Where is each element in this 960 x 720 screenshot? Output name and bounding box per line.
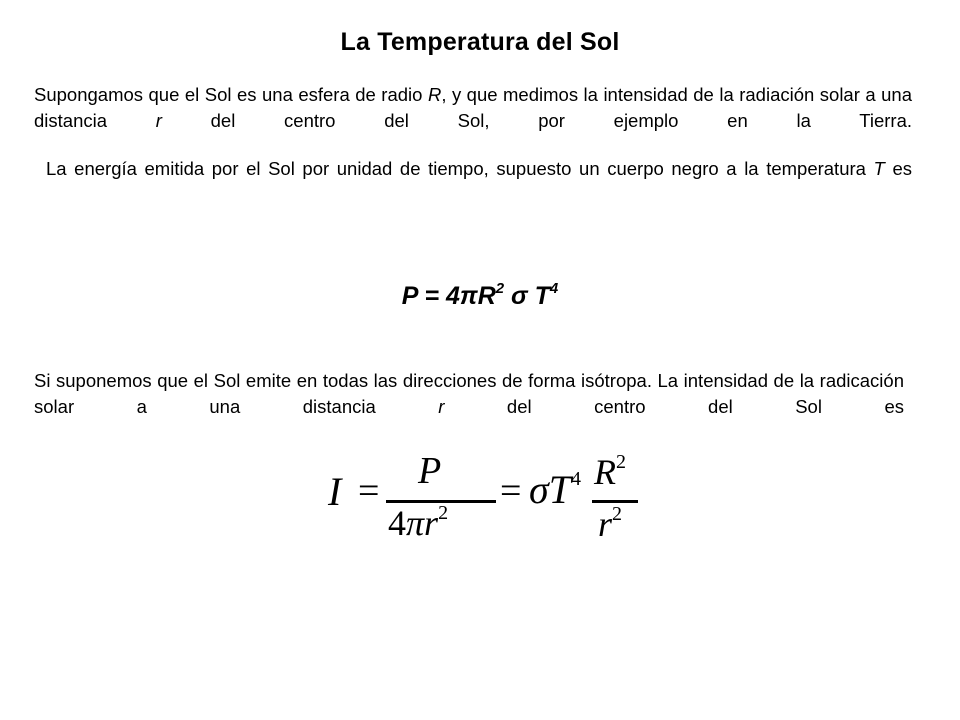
big-r-exp: 2 — [616, 451, 626, 473]
formula-power-lhs: P = 4πR — [401, 282, 496, 310]
formula-intensity-numerator: P — [418, 450, 442, 492]
formula-intensity-equals-2: = — [500, 470, 522, 512]
formula-intensity-equals-1: = — [358, 470, 380, 512]
den-r: r — [424, 503, 439, 543]
t-symbol: T — [548, 467, 571, 512]
paragraph-intensity: Si suponemos que el Sol emite en todas las direcciones de forma isótropa. La intensidad de la radicación solar a una distancia r del centro del Sol es — [34, 370, 904, 417]
t-exp: 4 — [570, 468, 581, 490]
den-exp: 2 — [438, 502, 449, 524]
small-r-exp: 2 — [612, 503, 623, 525]
formula-power-exp-t: 4 — [549, 280, 559, 297]
formula-intensity-denominator — [388, 502, 449, 543]
formula-power-mid: σ T — [504, 282, 550, 310]
formula-intensity-r-squared-lower — [598, 503, 623, 544]
sigma-symbol: σ — [529, 467, 549, 512]
den-pi: π — [406, 503, 425, 543]
formula-power-exp-r: 2 — [495, 280, 505, 297]
formula-intensity-symbol: I — [328, 469, 342, 514]
paragraph-intro: Supongamos que el Sol es una esfera de radio R, y que medimos la intensidad de la radiación solar a una distancia r del centro del Sol, por ejemplo en la Tierra. — [34, 84, 913, 131]
formula-intensity-sigma-t — [529, 467, 581, 512]
formula-power — [0, 282, 960, 311]
formula-intensity — [322, 450, 652, 550]
slide-title: La Temperatura del Sol — [340, 28, 620, 56]
den-four: 4 — [388, 503, 406, 543]
formula-intensity-r-squared-upper — [594, 451, 626, 492]
small-r-symbol: r — [598, 504, 613, 544]
big-r-symbol: R — [594, 452, 616, 492]
paragraph-energy: La energía emitida por el Sol por unidad de tiempo, supuesto un cuerpo negro a la temperatura T es — [46, 158, 912, 179]
